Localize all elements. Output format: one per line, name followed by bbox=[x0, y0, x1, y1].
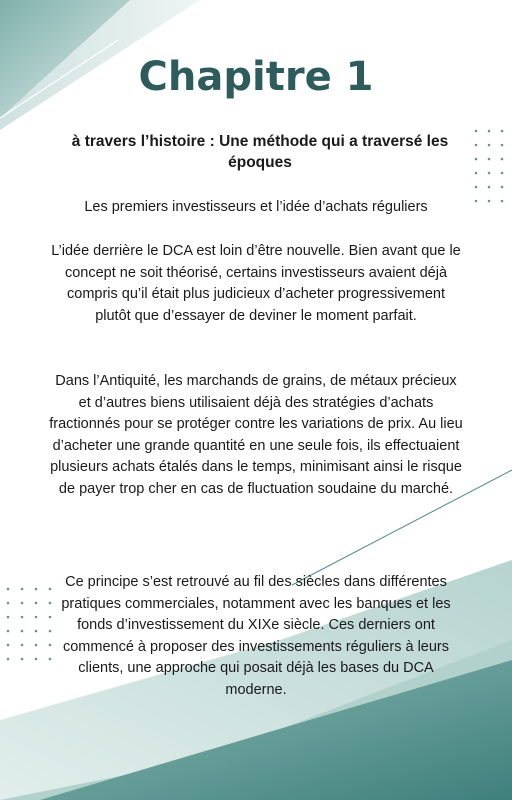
chapter-subtitle: à travers l’histoire : Une méthode qui a traversé les époques bbox=[71, 133, 449, 171]
paragraph-centuries: Ce principe s’est retrouvé au fil des siècles dans différentes pratiques commerciales, notamment avec les banques et les fonds d’investissement du XIXe siècle. Ces derniers ont commencé à proposer des investissements réguliers à leurs clients, une approche qui posait déjà les bases du DCA moderne. bbox=[61, 574, 451, 698]
section-heading: Les premiers investisseurs et l’idée d’achats réguliers bbox=[84, 199, 428, 215]
paragraph-intro: L’idée derrière le DCA est loin d’être nouvelle. Bien avant que le concept ne soit théorisé, certains investisseurs avaient déjà compris qu’il était plus judicieux d’acheter progressivement plutôt que d’essayer de deviner le moment parfait. bbox=[51, 243, 461, 324]
chapter-title: Chapitre 1 bbox=[138, 54, 374, 100]
paragraph-antiquity: Dans l’Antiquité, les marchands de grains, de métaux précieux et d’autres biens utilisaient déjà des stratégies d’achats fractionnés pour se protéger contre les variations de prix. Au lieu d’acheter une grande quantité en une seule fois, ils effectuaient plusieurs achats étalés dans le temps, minimisant ainsi le risque de payer trop cher en cas de fluctuation soudaine du marché. bbox=[49, 373, 463, 497]
